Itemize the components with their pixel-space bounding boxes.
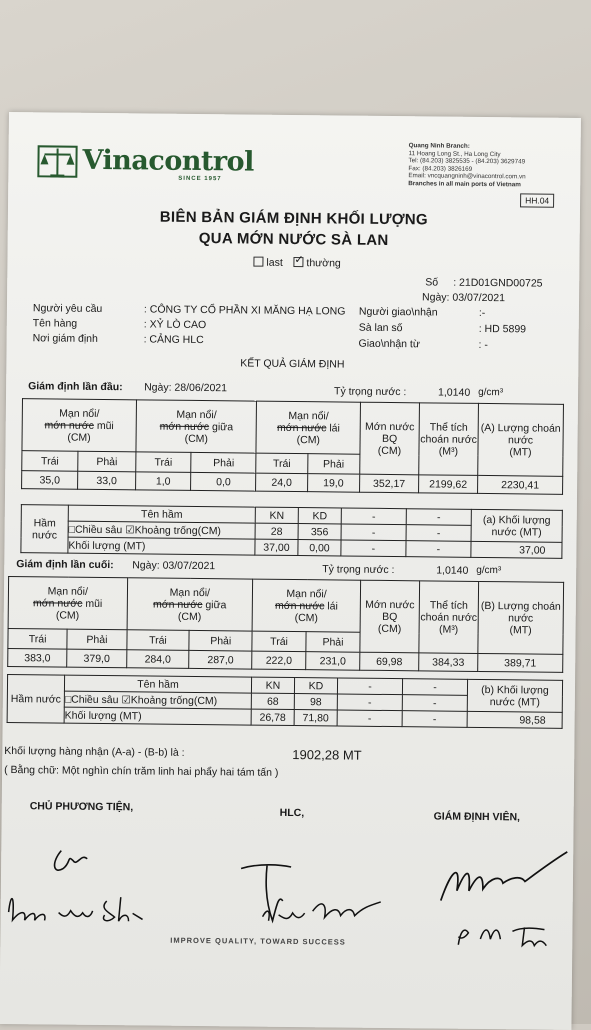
ten-ham-header: Tên hầm (64, 675, 251, 693)
mui-header: Mạn nổi/ mớn nước mũi (CM) (8, 577, 127, 630)
branch-line: Branches in all main ports of Vietnam (408, 180, 525, 189)
trai-header: Trái (8, 629, 68, 650)
last-date: Ngày: 03/07/2021 (132, 559, 215, 572)
checked-box-icon: ✓ (293, 257, 303, 267)
ham-nuoc-label: Hầm nước (7, 675, 64, 724)
trai-header: Trái (126, 630, 189, 651)
value-cell: 287,0 (189, 650, 252, 669)
title-line-1: BIÊN BẢN GIÁM ĐỊNH KHỐI LƯỢNG (8, 207, 580, 230)
the-tich-header: Thể tích choán nước (M³) (419, 581, 479, 654)
ham-kn-value: 68 (251, 693, 294, 709)
dash-cell: - (337, 694, 402, 711)
kl-kd-value: 71,80 (294, 710, 337, 726)
summary-value: 1902,28 MT (292, 747, 362, 763)
mon-bq-header: Mớn nước BQ (CM) (360, 402, 420, 475)
option-thuong (293, 257, 340, 269)
value-cell: 384,33 (419, 653, 478, 672)
value-cell: 284,0 (126, 650, 189, 669)
dash-cell: - (402, 711, 467, 728)
so-label: Số (425, 276, 438, 288)
last-ham-result: 98,58 (467, 711, 562, 728)
ham-kn-value: 28 (255, 523, 298, 539)
mui-header: Mạn nổi/ mớn nước mũi (CM) (22, 399, 136, 452)
option-last-label: last (266, 257, 282, 269)
kd-header: KD (298, 508, 341, 524)
first-date: Ngày: 28/06/2021 (144, 381, 227, 394)
lai-header: Mạn nổi/ mớn nước lái (CM) (256, 401, 360, 454)
hlc-signature-label: HLC, (280, 807, 305, 819)
dash-cell: - (337, 678, 402, 695)
barge-label: Sà lan số (359, 322, 403, 334)
requester-value: : CÔNG TY CỔ PHẦN XI MĂNG HẠ LONG (144, 303, 346, 317)
goods-label: Tên hàng (33, 317, 77, 329)
khoi-luong-label: Khối lượng (MT) (68, 537, 255, 555)
place-value: : CẢNG HLC (144, 333, 204, 346)
last-density-label: Tỷ trọng nước : (322, 563, 394, 576)
last-density-unit: g/cm³ (476, 565, 501, 576)
owner-signature (0, 832, 161, 934)
kl-kn-value: 37,00 (255, 539, 298, 555)
inspection-report-paper (0, 112, 581, 1030)
b-kl-label: (b) Khối lượng nước (MT) (467, 679, 562, 712)
a-kl-label: (a) Khối lượng nước (MT) (471, 509, 562, 542)
ham-kd-value: 98 (294, 694, 337, 710)
branch-info (408, 142, 526, 189)
owner-signature-label: CHỦ PHƯƠNG TIỆN, (30, 800, 134, 813)
dash-cell: - (341, 508, 406, 525)
giua-header: Mạn nổi/ mớn nước giữa (CM) (127, 578, 253, 631)
phai-header: Phải (191, 452, 256, 473)
kd-header: KD (294, 678, 337, 694)
lai-header: Mạn nổi/ mớn nước lái (CM) (252, 579, 360, 632)
kn-header: KN (255, 507, 298, 523)
dash-cell: - (406, 541, 471, 558)
form-code: HH.04 (520, 193, 554, 207)
goods-value: : XỶ LÒ CAO (144, 318, 207, 331)
chieu-sau-cell: □Chiều sâu ☑Khoảng trống(CM) (68, 521, 255, 539)
dash-cell: - (402, 695, 467, 712)
last-draft-table (7, 576, 564, 673)
title-line-2: QUA MỚN NƯỚC SÀ LAN (8, 228, 580, 251)
value-cell: 379,0 (67, 649, 126, 668)
trai-header: Trái (136, 452, 192, 473)
value-cell: 0,0 (191, 472, 256, 491)
report-date: Ngày: 03/07/2021 (422, 291, 505, 304)
first-density-unit: g/cm³ (478, 387, 503, 398)
barge-value: : HD 5899 (479, 323, 526, 335)
chieu-sau-cell: □Chiều sâu ☑Khoảng trống(CM) (64, 691, 251, 709)
trai-header: Trái (256, 453, 307, 474)
phai-header: Phải (307, 454, 360, 475)
summary-line: Khối lượng hàng nhận (A-a) - (B-b) là : (4, 745, 184, 759)
value-cell: 2199,62 (419, 475, 478, 494)
kl-kn-value: 26,78 (251, 709, 294, 725)
value-cell: 231,0 (306, 652, 360, 671)
value-cell: 19,0 (307, 474, 360, 493)
first-draft-table (21, 398, 564, 495)
dash-cell: - (402, 679, 467, 696)
phai-header: Phải (78, 451, 136, 472)
last-ham-table (7, 674, 563, 729)
value-cell: 24,0 (256, 473, 307, 492)
b-luong-header: (B) Lượng choán nước (MT) (478, 581, 564, 654)
branch-line: 11 Hoang Long St., Ha Long City (409, 150, 526, 159)
first-ham-result: 37,00 (471, 541, 562, 558)
place-label: Nơi giám định (33, 332, 98, 345)
section-title: KẾT QUẢ GIÁM ĐỊNH (6, 355, 578, 373)
value-cell: 389,71 (478, 653, 563, 672)
footer-slogan: IMPROVE QUALITY, TOWARD SUCCESS (170, 936, 346, 947)
scale-icon (36, 142, 78, 187)
branch-line: Tel: (84.203) 3825535 - (84.203) 3629749 (408, 157, 525, 166)
option-last (253, 257, 282, 269)
khoi-luong-label: Khối lượng (MT) (64, 707, 251, 725)
value-cell: 352,17 (360, 474, 419, 493)
ham-kd-value: 356 (298, 524, 341, 540)
phai-header: Phải (189, 630, 252, 651)
inspector-signature-label: GIÁM ĐỊNH VIÊN, (434, 810, 520, 823)
giua-header: Mạn nổi/ mớn nước giữa (CM) (136, 400, 257, 453)
logo-text: Vinacontrol (82, 145, 254, 178)
branch-line: Quang Ninh Branch: (409, 142, 526, 151)
the-tich-header: Thể tích choán nước (M³) (419, 403, 479, 476)
giao-nhan-label: Người giao\nhận (359, 306, 438, 319)
kn-header: KN (251, 677, 294, 693)
summary-words: ( Bằng chữ: Một nghìn chín trăm linh hai phẩy hai tám tấn ) (4, 764, 278, 779)
logo-since: SINCE 1957 (178, 176, 221, 182)
dash-cell: - (406, 509, 471, 526)
value-cell: 383,0 (8, 649, 67, 668)
inspector-signature (420, 840, 571, 952)
first-density-label: Tỷ trọng nước : (334, 385, 406, 398)
dash-cell: - (406, 525, 471, 542)
phai-header: Phải (306, 632, 360, 653)
hlc-signature (230, 854, 401, 936)
a-luong-header: (A) Lượng choán nước (MT) (478, 403, 564, 476)
kl-kd-value: 0,00 (298, 540, 341, 556)
dash-cell: - (337, 710, 402, 727)
ham-nuoc-label: Hầm nước (21, 505, 69, 553)
first-ham-table (20, 504, 562, 559)
phai-header: Phải (67, 629, 127, 650)
first-density-value: 1,0140 (438, 387, 470, 399)
ten-ham-header: Tên hầm (68, 505, 255, 523)
last-density-value: 1,0140 (436, 564, 468, 576)
dash-cell: - (341, 540, 406, 557)
giao-tu-value: : - (479, 339, 488, 351)
value-cell: 2230,41 (478, 475, 563, 494)
trai-header: Trái (22, 451, 78, 472)
value-cell: 69,98 (360, 652, 419, 671)
last-label: Giám định lần cuối: (16, 558, 114, 571)
giao-nhan-value: :- (479, 307, 486, 319)
value-cell: 222,0 (252, 651, 306, 670)
requester-label: Người yêu cầu (33, 302, 102, 315)
branch-line: Fax: (84.203) 3826169 (408, 165, 525, 174)
value-cell: 35,0 (22, 471, 78, 490)
checkbox-icon (253, 257, 263, 267)
so-value: : 21D01GND00725 (453, 277, 542, 290)
branch-line: Email: vncquangninh@vinacontrol.com.vn (408, 173, 525, 182)
trai-header: Trái (252, 631, 306, 652)
value-cell: 33,0 (78, 471, 136, 490)
dash-cell: - (341, 524, 406, 541)
value-cell: 1,0 (135, 472, 191, 491)
mon-bq-header: Mớn nước BQ (CM) (360, 580, 420, 653)
giao-tu-label: Giao\nhận từ (359, 338, 420, 351)
first-label: Giám định lần đầu: (28, 380, 123, 393)
option-thuong-label: thường (306, 257, 340, 269)
